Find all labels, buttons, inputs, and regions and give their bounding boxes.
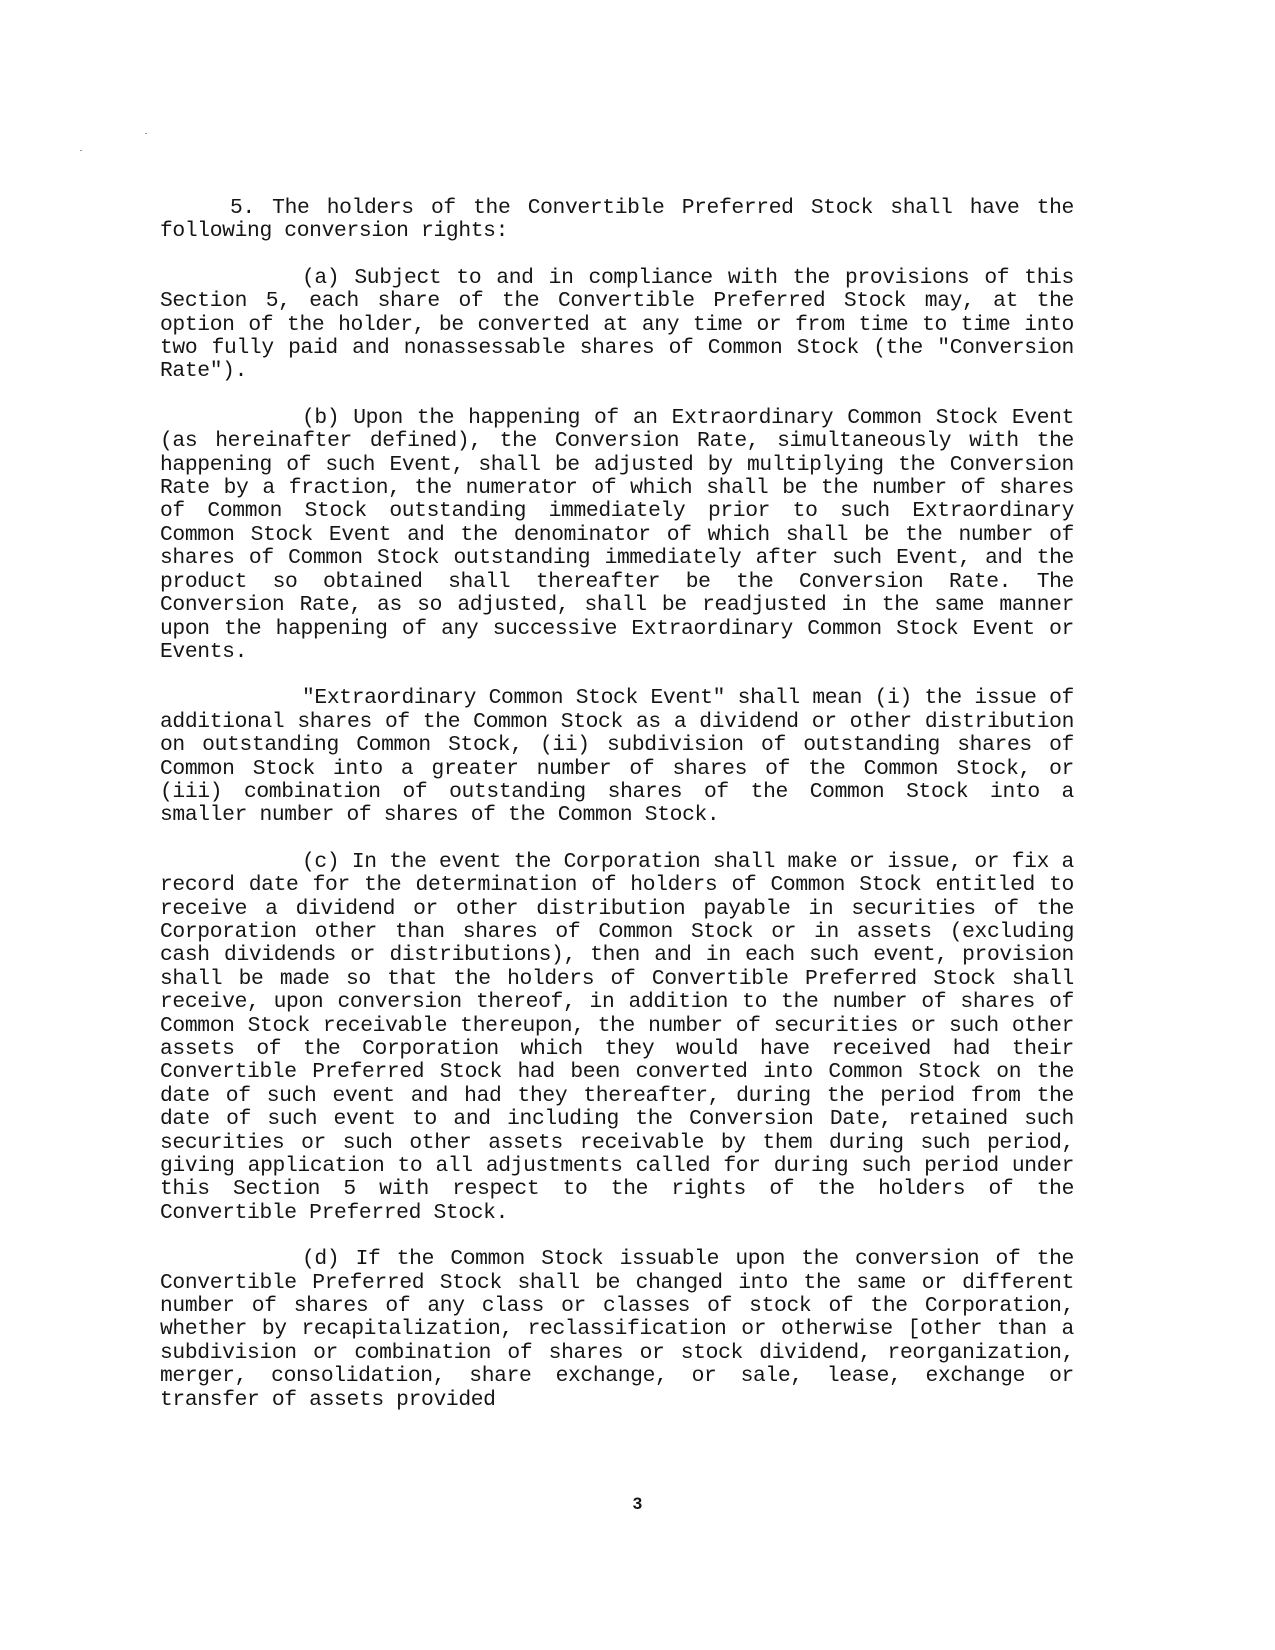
section-5-intro-paragraph: 5. The holders of the Convertible Preferred Stock shall have the following conversion rights: [160, 196, 1074, 244]
paragraph-b: (b) Upon the happening of an Extraordinary Common Stock Event (as hereinafter defined), the Conversion Rate, simultaneously with the happening of such Event, shall be adjusted by multiplying the Conversion Rate by a fraction, the numerator of which shall be the number of shares of Common Stock outstanding immediately prior to such Extraordinary Common Stock Event and the denominator of which shall be the number of shares of Common Stock outstanding immediately after such Event, and the product so obtained shall thereafter be the Conversion Rate. The Conversion Rate, as so adjusted, shall be readjusted in the same manner upon the happening of any successive Extraordinary Common Stock Event or Events. [160, 405, 1074, 664]
document-body [160, 197, 1074, 1412]
paragraph-c: (c) In the event the Corporation shall make or issue, or fix a record date for the determination of holders of Common Stock entitled to receive a dividend or other distribution payable in securities of the Corporation other than shares of Common Stock or in assets (excluding cash dividends or distributions), then and in each such event, provision shall be made so that the holders of Convertible Preferred Stock shall receive, upon conversion thereof, in addition to the number of shares of Common Stock receivable thereupon, the number of securities or such other assets of the Corporation which they would have received had their Convertible Preferred Stock had been converted into Common Stock on the date of such event and had they thereafter, during the period from the date of such event to and including the Conversion Date, retained such securities or such other assets receivable by them during such period, giving application to all adjustments called for during such period under this Section 5 with respect to the rights of the holders of the Convertible Preferred Stock. [160, 849, 1074, 1225]
definition-paragraph: "Extraordinary Common Stock Event" shall mean (i) the issue of additional shares of the Common Stock as a dividend or other distribution on outstanding Common Stock, (ii) subdivision of outstanding shares of Common Stock into a greater number of shares of the Common Stock, or (iii) combination of outstanding shares of the Common Stock into a smaller number of shares of the Common Stock. [160, 686, 1074, 828]
scan-speck [80, 150, 82, 151]
page-number: 3 [632, 1494, 643, 1513]
paragraph-a: (a) Subject to and in compliance with the provisions of this Section 5, each share of the Convertible Preferred Stock may, at the option of the holder, be converted at any time or from time to time into two fully paid and nonassessable shares of Common Stock (the "Conversion Rate"). [160, 265, 1074, 384]
paragraph-d: (d) If the Common Stock issuable upon the conversion of the Convertible Preferred Stock shall be changed into the same or different number of shares of any class or classes of stock of the Corporation, whether by recapitalization, reclassification or otherwise [other than a subdivision or combination of shares or stock dividend, reorganization, merger, consolidation, share exchange, or sale, lease, exchange or transfer of assets provided [160, 1247, 1074, 1412]
scan-speck [145, 133, 147, 134]
